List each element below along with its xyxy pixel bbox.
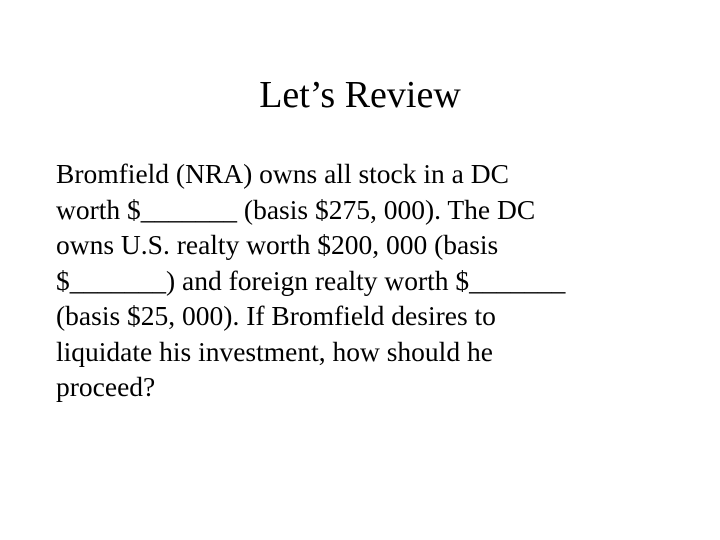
slide-title: Let’s Review (259, 74, 461, 116)
body-line: Bromfield (NRA) owns all stock in a DC (56, 158, 509, 189)
body-line: owns U.S. realty worth $200, 000 (basis (56, 229, 499, 260)
body-line: (basis $25, 000). If Bromfield desires to (56, 300, 496, 331)
body-line: $_______) and foreign realty worth $_______ (56, 264, 566, 296)
slide-body (56, 156, 676, 405)
body-line: liquidate his investment, how should he (56, 335, 493, 367)
body-line: worth $_______ (basis $275, 000). The DC (56, 193, 536, 225)
body-line: proceed? (56, 371, 156, 402)
